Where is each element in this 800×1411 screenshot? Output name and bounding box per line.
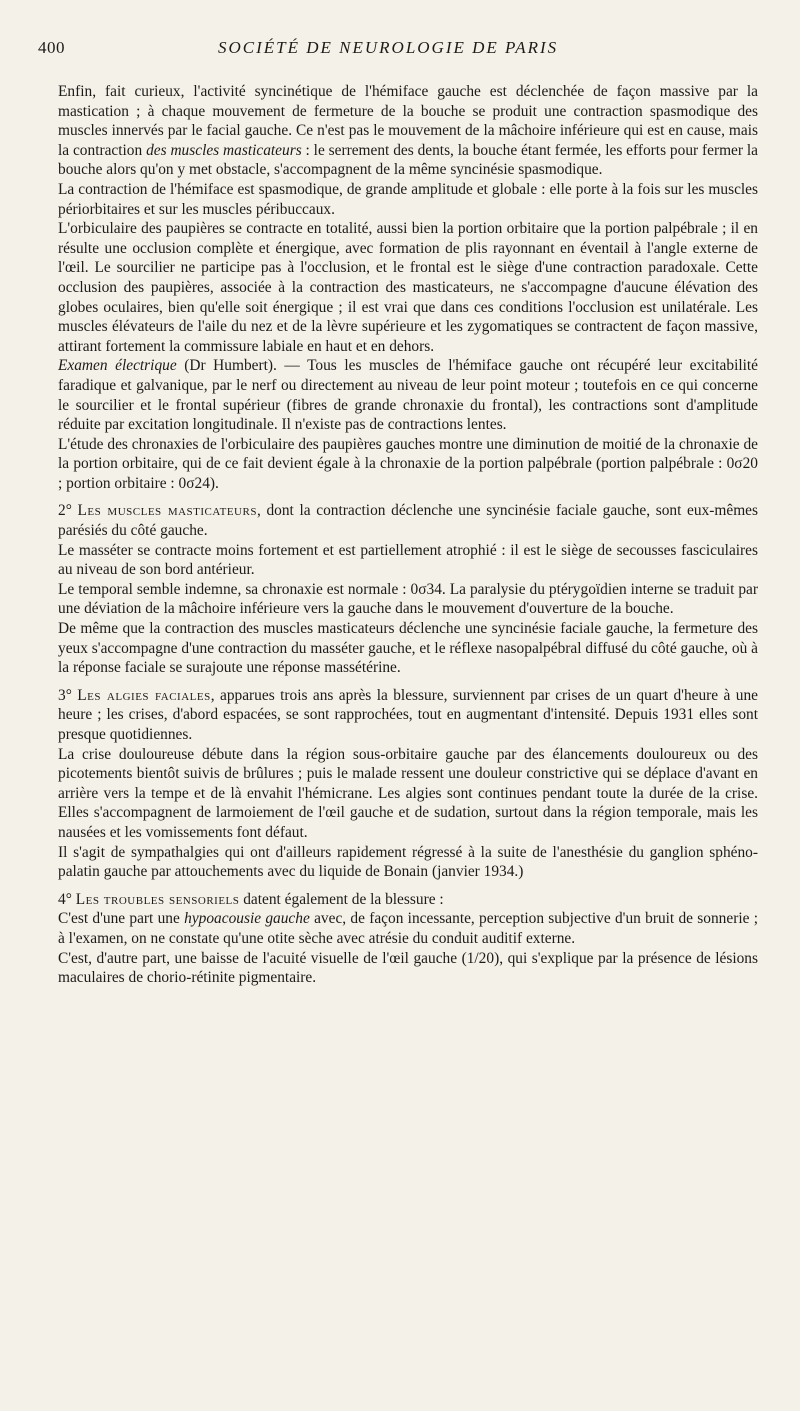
text-run: 2° [58,502,78,520]
text-run: datent également de la blessure : [239,890,444,908]
paragraph [58,890,758,910]
text-run: 3° [58,686,78,704]
text-run: Enfin, fait curieux, l'activité syncinétique de l'hémiface gauche est déclenchée de façon massive par la mastication ; à chaque mouvement de fermeture de la bouche se produit une contraction spasmodique des muscles innervés par le facial gauche. Ce n'est pas le mouvement de la mâchoire inférieure qui est en cause, mais la contraction [58,83,758,159]
running-head: SOCIÉTÉ DE NEUROLOGIE DE PARIS [218,38,559,57]
text-run: De même que la contraction des muscles masticateurs déclenche une syncinésie faciale gauche, la fermeture des yeux s'accompagne d'une contraction du masséter gauche, et le réflexe nasopalpébral diffusé du côté gauche, où à la réponse faciale se surajoute une réponse massétérine. [58,620,758,677]
text-run: C'est, d'autre part, une baisse de l'acuité visuelle de l'œil gauche (1/20), qui s'explique par la présence de lésions maculaires de chorio-rétinite pigmentaire. [58,949,758,987]
text-run: , apparues trois ans après la blessure, surviennent par crises de un quart d'heure à une heure ; les crises, d'abord espacées, se sont rapprochées, tout en augmentant d'intensité. Depuis 1931 elles sont presque quotidiennes. [58,686,759,743]
paragraph [58,82,758,180]
paragraph [58,745,758,843]
section-heading: Les troubles sensoriels [75,890,240,908]
paragraph [58,909,758,948]
paragraph [58,356,758,434]
paragraph [58,435,758,494]
page-header [38,38,756,68]
text-run: : le serrement des dents, la bouche étant fermée, les efforts pour fermer la bouche alors qu'on y met obstacle, s'accompagnent de la même syncinésie spasmodique. [58,141,758,179]
body-text [58,82,758,988]
paragraph [58,541,758,580]
paragraph [58,501,758,540]
text-run: L'orbiculaire des paupières se contracte en totalité, aussi bien la portion orbitaire que la portion palpébrale ; il en résulte une occlusion complète et énergique, avec formation de plis rayonnant en éventail à l'angle externe de l'œil. Le sourcilier ne participe pas à l'occlusion, et le frontal est le siège d'une contraction paradoxale. Cette occlusion des paupières, associée à la contraction des masticateurs, ne s'accompagne d'aucune élévation des globes oculaires, bien qu'elle soit énergique ; il est vrai que dans ces conditions l'occlusion est unilatérale. Les muscles élévateurs de l'aile du nez et de la lèvre supérieure et les zygomatiques se contractent de façon massive, attirant fortement la commissure labiale en haut et en dehors. [58,220,758,355]
text-run: 4° [58,890,76,908]
section-heading: Les muscles masticateurs [77,502,257,520]
paragraph [58,180,758,219]
italic-text: des muscles masticateurs [146,141,302,159]
paragraph [58,580,758,619]
paragraph [58,686,758,745]
text-run: avec, de façon incessante, perception subjective d'un bruit de sonnerie ; à l'examen, on ne constate qu'une otite sèche avec atrésie du conduit auditif externe. [58,910,758,947]
text-run: Le masséter se contracte moins fortement et est partiellement atrophié : il est le siège de secousses fasciculaires au niveau de son bord antérieur. [58,541,758,579]
section-heading: Les algies faciales [77,686,211,704]
page-number: 400 [38,38,65,57]
italic-text: hypoacousie gauche [184,910,310,928]
paragraph [58,219,758,356]
paragraph [58,619,758,678]
paragraph [58,843,758,882]
text-run: La crise douloureuse débute dans la région sous-orbitaire gauche par des élancements douloureux ou des picotements bientôt suivis de brûlures ; puis le malade ressent une douleur constrictive qui se déplace d'avant en arrière vers la tempe et de là envahit l'hémicrane. Les algies sont continues pendant toute la durée de la crise. Elles s'accompagnent de larmoiement de l'œil gauche et de sudation, surtout dans la région temporale, mais les nausées et les vomissements font défaut. [58,745,758,841]
text-run: , dont la contraction déclenche une syncinésie faciale gauche, sont eux-mêmes parésiés du côté gauche. [58,502,758,540]
italic-text: Examen électrique [58,357,177,375]
text-run: (Dr Humbert). — Tous les muscles de l'hémiface gauche ont récupéré leur excitabilité faradique et galvanique, par le nerf ou directement au niveau de leur point moteur ; toutefois en ce qui concerne le sourcilier et le frontal supérieur (fibres de grande chronaxie du frontal), les contractions sont d'amplitude réduite par excitation longitudinale. Il n'existe pas de contractions lentes. [58,357,759,434]
paragraph [58,949,758,988]
text-run: L'étude des chronaxies de l'orbiculaire des paupières gauches montre une diminution de moitié de la chronaxie de la portion orbitaire, qui de ce fait devient égale à la chronaxie de la portion palpébrale (portion palpébrale : 0σ20 ; portion orbitaire : 0σ24). [58,435,758,492]
text-run: La contraction de l'hémiface est spasmodique, de grande amplitude et globale : elle porte à la fois sur les muscles périorbitaires et sur les muscles péribuccaux. [58,180,758,218]
text-run: C'est d'une part une [58,910,185,928]
text-run: Il s'agit de sympathalgies qui ont d'ailleurs rapidement régressé à la suite de l'anesthésie du ganglion sphéno-palatin gauche par attouchements avec du liquide de Bonain (janvier 1934.) [58,843,758,881]
text-run: Le temporal semble indemne, sa chronaxie est normale : 0σ34. La paralysie du ptérygoïdien interne se traduit par une déviation de la mâchoire inférieure vers la gauche dans le mouvement d'ouverture de la bouche. [58,580,758,618]
